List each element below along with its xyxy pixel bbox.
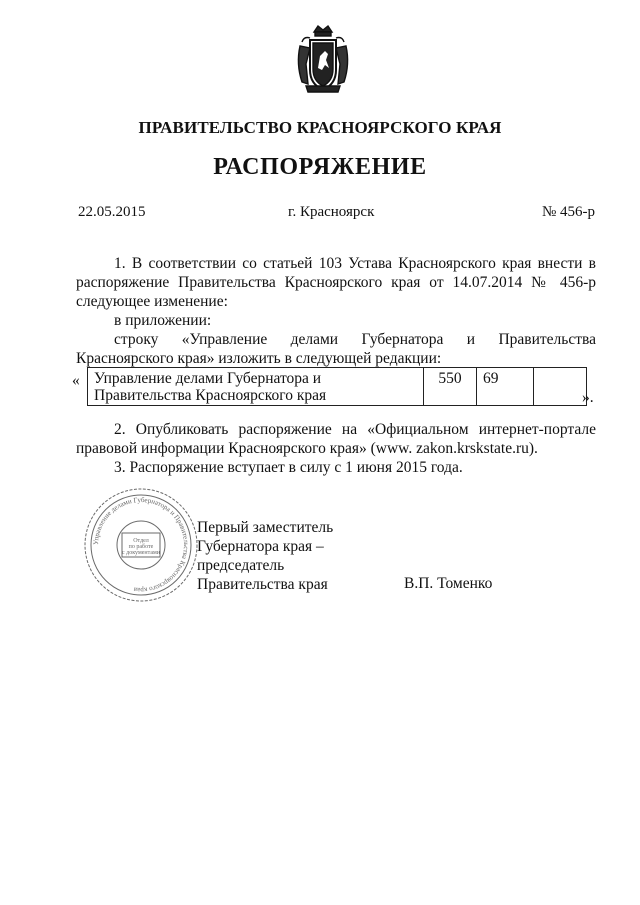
seal-ring-text: Управление делами Губернатора и Правительства Красноярского края [91,495,191,595]
seal-center-line3: с документами [121,550,161,556]
coat-of-arms-icon [294,24,352,96]
quote-close-mark: ». [582,389,594,406]
row-instruction-line: строку «Управление делами Губернатора и Правительства Красноярского края» изложить в следующей редакции: [76,331,596,367]
signature-title-line3: председатель [197,557,285,574]
table-cell-name: Управление делами Губернатора и Правительства Красноярского края [88,368,424,406]
table-cell-value3 [534,368,587,406]
document-date: 22.05.2015 [78,204,146,220]
organization-name: ПРАВИТЕЛЬСТВО КРАСНОЯРСКОГО КРАЯ [138,118,502,137]
paragraph-3: 3. Распоряжение вступает в силу с 1 июня 2015 года. [114,459,463,476]
quote-open-mark: « [72,372,80,389]
document-type-title: РАСПОРЯЖЕНИЕ [213,154,427,180]
document-number: № 456-р [542,204,596,220]
signature-block [197,518,333,594]
signer-name: В.П. Томенко [404,575,493,592]
document-city: г. Красноярск [288,204,375,220]
seal-center-line1: Отдел [133,538,149,544]
appendix-line: в приложении: [114,312,212,329]
paragraph-2: 2. Опубликовать распоряжение на «Официальном интернет-портале правовой информации Красноярского края» (www. zakon.krskstate.ru). [76,421,596,457]
table-cell-value2: 69 [477,368,534,406]
paragraph-1: 1. В соответствии со статьей 103 Устава Красноярского края внести в распоряжение Правительства Красноярского края от 14.07.2014 № 456-р следующее изменение: [76,255,596,310]
signature-title-line4: Правительства края [197,576,328,593]
official-stamp-icon [82,486,200,604]
signature-title-line2: Губернатора края – [197,538,324,555]
amendment-table [87,367,587,406]
table-row [88,368,587,406]
table-cell-value1: 550 [424,368,477,406]
signature-title-line1: Первый заместитель [197,519,334,536]
seal-center-line2: по работе [128,544,154,550]
paragraph-1-block [76,254,596,368]
paragraph-2-block [76,420,596,477]
